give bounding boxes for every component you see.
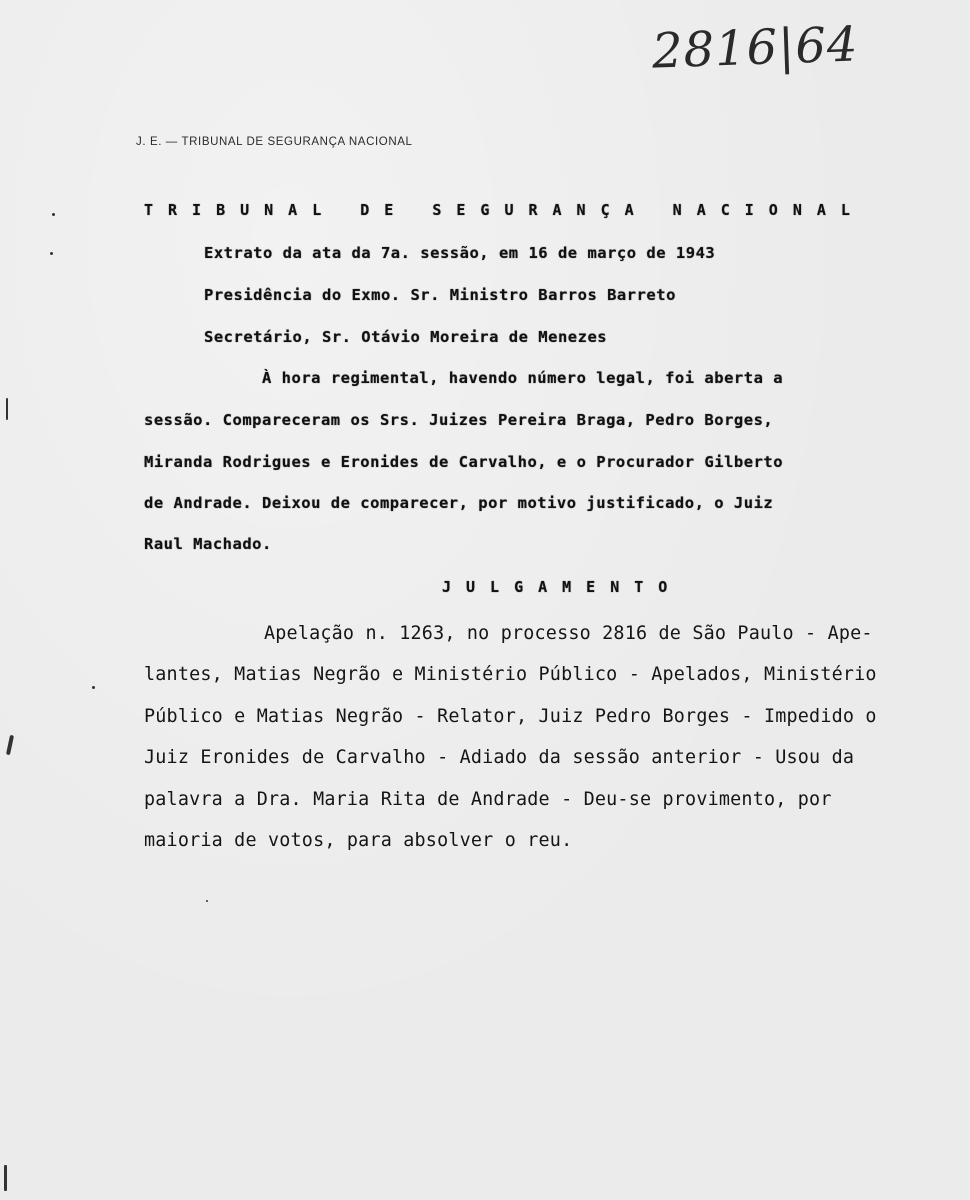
section-title: JULGAMENTO [442, 578, 683, 596]
scan-dot [92, 686, 95, 689]
letterhead: J. E. — TRIBUNAL DE SEGURANÇA NACIONAL [136, 136, 413, 148]
judgment-paragraph-line: Público e Matias Negrão - Relator, Juiz Pedro Borges - Impedido o [144, 706, 877, 727]
judgment-paragraph-line: Juiz Eronides de Carvalho - Adiado da sessão anterior - Usou da [144, 747, 855, 768]
scan-mark [4, 1165, 7, 1191]
scan-mark [6, 735, 14, 755]
scan-dot [206, 900, 208, 902]
judgment-paragraph-line: palavra a Dra. Maria Rita de Andrade - Deu-se provimento, por [144, 789, 832, 810]
scan-dot [52, 213, 55, 216]
scan-mark [6, 398, 8, 420]
extract-line: Extrato da ata da 7a. sessão, em 16 de março de 1943 [204, 244, 716, 262]
opening-paragraph-line: sessão. Compareceram os Srs. Juizes Pereira Braga, Pedro Borges, [144, 411, 774, 429]
secretary-line: Secretário, Sr. Otávio Moreira de Menezes [204, 328, 608, 346]
judgment-paragraph-line: lantes, Matias Negrão e Ministério Público - Apelados, Ministério [144, 664, 877, 685]
opening-paragraph-line: Miranda Rodrigues e Eronides de Carvalho, e o Procurador Gilberto [144, 453, 784, 471]
presidency-line: Presidência do Exmo. Sr. Ministro Barros Barreto [204, 286, 676, 304]
opening-paragraph-line: À hora regimental, havendo número legal, foi aberta a [262, 369, 784, 387]
document-title: TRIBUNAL DE SEGURANÇA NACIONAL [144, 201, 865, 219]
judgment-paragraph-line: Apelação n. 1263, no processo 2816 de São Paulo - Ape- [264, 623, 873, 644]
handwritten-process-number: 2816|64 [651, 16, 860, 80]
judgment-paragraph-line: maioria de votos, para absolver o reu. [144, 830, 573, 851]
scan-dot [50, 252, 53, 255]
opening-paragraph-line: de Andrade. Deixou de comparecer, por motivo justificado, o Juiz [144, 494, 774, 512]
opening-paragraph-line: Raul Machado. [144, 535, 272, 553]
